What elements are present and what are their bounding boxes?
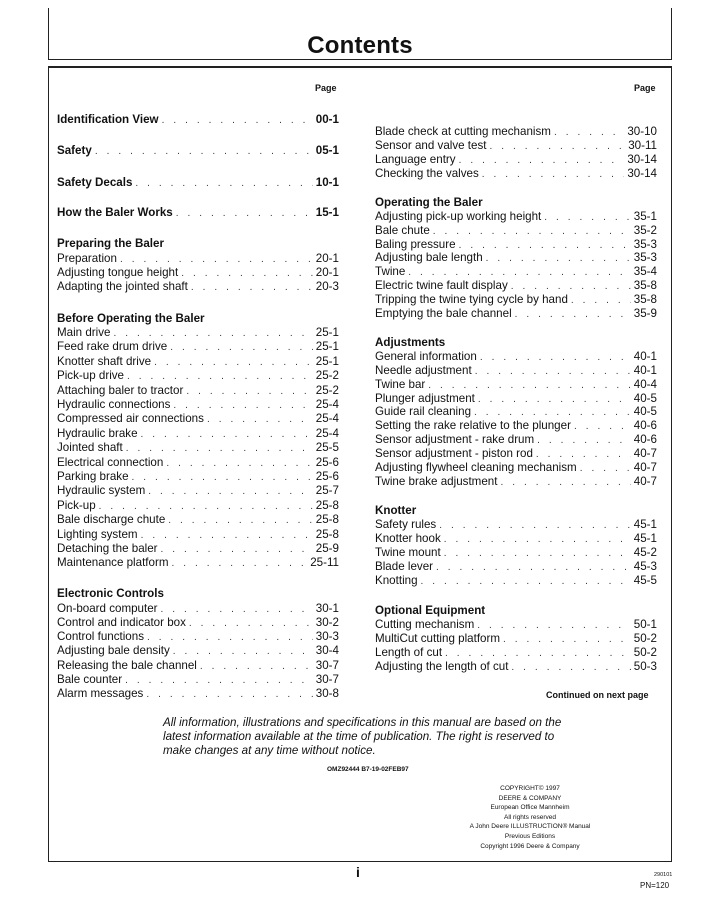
dot-leader	[127, 370, 313, 383]
dot-leader	[459, 154, 625, 167]
dot-leader	[147, 631, 313, 644]
dot-leader	[207, 413, 313, 426]
toc-entry[interactable]	[57, 673, 339, 687]
section-heading: Optional Equipment	[375, 604, 486, 617]
continued-note: Continued on next page	[546, 690, 649, 700]
toc-entry[interactable]	[57, 470, 339, 484]
toc-entry-label: Twine	[375, 265, 406, 278]
toc-entry-page: 40-6	[633, 433, 657, 446]
section-heading: Adjustments	[375, 336, 446, 349]
toc-entry-page: 30-7	[315, 659, 339, 672]
toc-entry[interactable]	[57, 456, 339, 470]
toc-entry[interactable]	[57, 644, 339, 658]
copyright-line: All rights reserved	[503, 813, 557, 821]
toc-entry[interactable]	[57, 369, 339, 383]
toc-entry[interactable]	[375, 265, 657, 279]
dot-leader	[436, 561, 631, 574]
dot-leader	[162, 114, 313, 127]
toc-entry[interactable]	[375, 560, 657, 574]
toc-entry[interactable]	[375, 574, 657, 588]
toc-entry-page: 45-2	[633, 546, 657, 559]
toc-entry-label: Bale chute	[375, 224, 430, 237]
dot-leader	[408, 266, 630, 279]
dot-leader	[154, 356, 313, 369]
toc-entry-page: 25-6	[315, 456, 339, 469]
toc-entry-label: Adjusting bale length	[375, 251, 483, 264]
toc-entry[interactable]	[57, 252, 339, 266]
toc-entry[interactable]	[57, 687, 339, 701]
dot-leader	[161, 543, 313, 556]
section-heading: Before Operating the Baler	[57, 312, 205, 325]
toc-entry-label: Lighting system	[57, 528, 138, 541]
dot-leader	[445, 647, 631, 660]
toc-entry[interactable]	[57, 484, 339, 498]
toc-entry-page: 35-8	[633, 279, 657, 292]
toc-entry-page: 30-14	[627, 153, 657, 166]
toc-entry[interactable]	[375, 153, 657, 167]
toc-entry-label: Adapting the jointed shaft	[57, 280, 188, 293]
toc-entry-label: Adjusting pick-up working height	[375, 210, 542, 223]
toc-entry-label: General information	[375, 350, 477, 363]
toc-entry-page: 25-1	[315, 340, 339, 353]
toc-entry-label: MultiCut cutting platform	[375, 632, 501, 645]
dot-leader	[125, 674, 313, 687]
toc-entry-page: 25-8	[315, 513, 339, 526]
dot-leader	[172, 557, 308, 570]
dot-leader	[554, 126, 624, 139]
toc-entry[interactable]	[375, 210, 657, 224]
copyright-block	[430, 784, 630, 851]
toc-entry[interactable]	[375, 350, 657, 364]
dot-leader	[141, 529, 313, 542]
toc-entry-label: Adjusting tongue height	[57, 266, 179, 279]
toc-entry-label: Sensor adjustment - rake drum	[375, 433, 535, 446]
dot-leader	[170, 341, 313, 354]
dot-leader	[161, 603, 313, 616]
toc-entry-page: 35-3	[633, 238, 657, 251]
dot-leader	[486, 252, 631, 265]
toc-entry-label: Setting the rake relative to the plunger	[375, 419, 571, 432]
toc-entry-label: Language entry	[375, 153, 456, 166]
toc-entry-page: 25-6	[315, 470, 339, 483]
toc-entry-page: 40-1	[633, 364, 657, 377]
toc-entry[interactable]	[57, 630, 339, 644]
toc-entry[interactable]	[375, 167, 657, 181]
dot-leader	[421, 575, 631, 588]
document-code: OMZ92444 B7-19-02FEB97	[327, 766, 409, 773]
dot-leader	[186, 385, 312, 398]
toc-entry-label: Electrical connection	[57, 456, 164, 469]
toc-entry-page: 40-1	[633, 350, 657, 363]
toc-entry-page: 50-2	[633, 646, 657, 659]
toc-entry[interactable]	[57, 384, 339, 398]
toc-entry-page: 25-7	[315, 484, 339, 497]
toc-entry-page: 30-7	[315, 673, 339, 686]
toc-entry[interactable]	[57, 206, 339, 220]
toc-entry[interactable]	[375, 618, 657, 632]
toc-entry-label: Adjusting the length of cut	[375, 660, 509, 673]
toc-entry[interactable]	[57, 441, 339, 455]
dot-leader	[200, 660, 313, 673]
page-number: i	[356, 864, 360, 880]
toc-entry-label: Control and indicator box	[57, 616, 186, 629]
toc-entry-label: Safety rules	[375, 518, 437, 531]
toc-entry[interactable]	[57, 398, 339, 412]
toc-entry-page: 35-8	[633, 293, 657, 306]
toc-entry-label: Knotter shaft drive	[57, 355, 152, 368]
dot-leader	[181, 267, 313, 280]
dot-leader	[475, 365, 631, 378]
page-title: Contents	[307, 32, 413, 59]
section-heading: Preparing the Baler	[57, 237, 164, 250]
toc-entry-page: 25-4	[315, 427, 339, 440]
dot-leader	[490, 140, 626, 153]
toc-entry-page: 20-1	[315, 266, 339, 279]
dot-leader	[439, 519, 631, 532]
toc-entry-page: 00-1	[315, 113, 339, 126]
toc-entry-label: Sensor and valve test	[375, 139, 487, 152]
toc-entry[interactable]	[57, 556, 339, 570]
dot-leader	[428, 379, 631, 392]
toc-entry-page: 50-3	[633, 660, 657, 673]
copyright-line: DEERE & COMPANY	[498, 794, 562, 802]
dot-leader	[477, 619, 631, 632]
toc-entry-label: Blade lever	[375, 560, 434, 573]
toc-entry-page: 30-4	[315, 644, 339, 657]
toc-entry-page: 25-4	[315, 398, 339, 411]
dot-leader	[511, 280, 631, 293]
dot-leader	[571, 294, 631, 307]
toc-entry-label: Electric twine fault display	[375, 279, 508, 292]
toc-entry[interactable]	[57, 412, 339, 426]
toc-entry[interactable]	[375, 433, 657, 447]
toc-entry-label: Pick-up drive	[57, 369, 125, 382]
toc-entry-label: Length of cut	[375, 646, 443, 659]
toc-entry[interactable]	[57, 326, 339, 340]
toc-entry-page: 40-7	[633, 461, 657, 474]
toc-entry[interactable]	[375, 419, 657, 433]
toc-entry-label: Preparation	[57, 252, 117, 265]
toc-entry-label: Adjusting flywheel cleaning mechanism	[375, 461, 577, 474]
section-heading: Electronic Controls	[57, 587, 164, 600]
toc-entry[interactable]	[375, 405, 657, 419]
dot-leader	[113, 327, 312, 340]
toc-entry-page: 45-5	[633, 574, 657, 587]
toc-entry-page: 30-1	[315, 602, 339, 615]
toc-entry-label: Checking the valves	[375, 167, 479, 180]
section-heading: Knotter	[375, 504, 417, 517]
dot-leader	[135, 177, 312, 190]
toc-entry-label: Emptying the bale channel	[375, 307, 512, 320]
toc-entry-page: 30-8	[315, 687, 339, 700]
toc-entry-page: 30-11	[628, 139, 657, 152]
dot-leader	[480, 351, 631, 364]
dot-leader	[515, 308, 631, 321]
dot-leader	[536, 448, 631, 461]
toc-entry-page: 30-14	[627, 167, 657, 180]
toc-entry[interactable]	[375, 546, 657, 560]
dot-leader	[503, 633, 631, 646]
right-page-header: Page	[634, 83, 656, 93]
toc-entry[interactable]	[57, 176, 339, 190]
toc-entry-page: 30-2	[315, 616, 339, 629]
section-heading: Operating the Baler	[375, 196, 483, 209]
disclaimer-text: All information, illustrations and specifications in this manual are based on the latest information available at the time of publication. The right is reserved to make changes at any time without notice.	[163, 716, 562, 758]
dot-leader	[482, 168, 625, 181]
dot-leader	[574, 420, 631, 433]
dot-leader	[176, 207, 313, 220]
toc-entry-page: 10-1	[315, 176, 339, 189]
toc-entry-page: 45-1	[633, 518, 657, 531]
print-code: 290101	[654, 872, 673, 878]
toc-entry[interactable]	[57, 513, 339, 527]
toc-entry[interactable]	[57, 144, 339, 158]
toc-entry-label: Plunger adjustment	[375, 392, 475, 405]
toc-entry[interactable]	[57, 280, 339, 294]
toc-entry-label: Hydraulic connections	[57, 398, 171, 411]
toc-entry-page: 25-4	[315, 412, 339, 425]
toc-entry-label: Twine mount	[375, 546, 441, 559]
toc-entry-label: Safety Decals	[57, 176, 133, 189]
toc-entry-label: Bale discharge chute	[57, 513, 166, 526]
toc-entry[interactable]	[375, 632, 657, 646]
toc-entry[interactable]	[57, 499, 339, 513]
toc-entry-label: Hydraulic system	[57, 484, 146, 497]
dot-leader	[444, 547, 631, 560]
toc-entry-label: Alarm messages	[57, 687, 144, 700]
dot-leader	[580, 462, 631, 475]
toc-entry[interactable]	[57, 427, 339, 441]
toc-entry-page: 40-7	[633, 475, 657, 488]
left-page-header: Page	[315, 83, 337, 93]
toc-entry-label: Control functions	[57, 630, 144, 643]
toc-entry[interactable]	[57, 659, 339, 673]
toc-entry-page: 35-3	[633, 251, 657, 264]
toc-entry-page: 30-10	[627, 125, 657, 138]
toc-entry-label: Maintenance platform	[57, 556, 169, 569]
toc-entry[interactable]	[57, 113, 339, 127]
toc-entry-label: Blade check at cutting mechanism	[375, 125, 551, 138]
dot-leader	[132, 471, 313, 484]
copyright-line: European Office Mannheim	[490, 804, 570, 812]
toc-entry-page: 45-1	[633, 532, 657, 545]
toc-entry[interactable]	[375, 378, 657, 392]
toc-entry[interactable]	[375, 646, 657, 660]
toc-entry[interactable]	[375, 279, 657, 293]
toc-entry-page: 40-6	[633, 419, 657, 432]
copyright-line: COPYRIGHT© 1997	[500, 785, 560, 792]
dot-leader	[433, 225, 631, 238]
toc-entry[interactable]	[57, 355, 339, 369]
toc-entry-label: Bale counter	[57, 673, 123, 686]
toc-entry[interactable]	[57, 266, 339, 280]
toc-entry-page: 20-3	[315, 280, 339, 293]
toc-entry-page: 35-2	[633, 224, 657, 237]
toc-entry-label: Main drive	[57, 326, 111, 339]
toc-entry-page: 25-2	[315, 369, 339, 382]
toc-entry-label: Safety	[57, 144, 92, 157]
toc-entry[interactable]	[375, 139, 657, 153]
dot-leader	[168, 514, 313, 527]
toc-entry[interactable]	[375, 251, 657, 265]
toc-entry[interactable]	[375, 293, 657, 307]
toc-entry-label: Needle adjustment	[375, 364, 472, 377]
toc-entry[interactable]	[375, 125, 657, 139]
toc-entry[interactable]	[57, 616, 339, 630]
dot-leader	[537, 434, 631, 447]
toc-entry-page: 45-3	[633, 560, 657, 573]
dot-leader	[500, 476, 630, 489]
dot-leader	[126, 442, 313, 455]
toc-entry-page: 25-9	[315, 542, 339, 555]
toc-entry-page: 35-4	[633, 265, 657, 278]
toc-entry[interactable]	[375, 238, 657, 252]
toc-entry-page: 35-9	[633, 307, 657, 320]
dot-leader	[191, 281, 313, 294]
dot-leader	[120, 253, 313, 266]
toc-entry-page: 40-7	[633, 447, 657, 460]
toc-entry-label: Pick-up	[57, 499, 96, 512]
toc-entry-label: Adjusting bale density	[57, 644, 170, 657]
dot-leader	[173, 399, 312, 412]
toc-entry-page: 25-1	[315, 326, 339, 339]
copyright-line: Copyright 1996 Deere & Company	[480, 842, 580, 850]
toc-entry-label: How the Baler Works	[57, 206, 173, 219]
toc-entry-page: 20-1	[315, 252, 339, 265]
toc-entry-label: Releasing the bale channel	[57, 659, 197, 672]
toc-entry-page: 25-8	[315, 499, 339, 512]
toc-entry-label: Attaching baler to tractor	[57, 384, 184, 397]
toc-entry-label: Baling pressure	[375, 238, 456, 251]
toc-entry[interactable]	[375, 307, 657, 321]
toc-entry[interactable]	[375, 518, 657, 532]
dot-leader	[141, 428, 313, 441]
pn-label: PN=120	[640, 881, 670, 890]
dot-leader	[99, 500, 313, 513]
toc-entry-page: 25-5	[315, 441, 339, 454]
toc-entry-page: 40-5	[633, 392, 657, 405]
dot-leader	[148, 485, 313, 498]
toc-entry-page: 40-4	[633, 378, 657, 391]
toc-entry-label: Knotter hook	[375, 532, 441, 545]
toc-entry-page: 25-11	[310, 556, 339, 569]
toc-entry-label: Twine brake adjustment	[375, 475, 498, 488]
toc-entry[interactable]	[375, 224, 657, 238]
toc-entry[interactable]	[57, 602, 339, 616]
toc-entry[interactable]	[375, 447, 657, 461]
toc-entry-label: Feed rake drum drive	[57, 340, 168, 353]
toc-entry-page: 05-1	[315, 144, 339, 157]
dot-leader	[511, 661, 630, 674]
toc-entry[interactable]	[375, 532, 657, 546]
dot-leader	[146, 688, 312, 701]
toc-entry[interactable]	[57, 542, 339, 556]
toc-entry-page: 50-1	[633, 618, 657, 631]
copyright-line: A John Deere ILLUSTRUCTION® Manual	[469, 823, 591, 831]
toc-entry[interactable]	[375, 660, 657, 674]
toc-entry[interactable]	[57, 340, 339, 354]
toc-entry[interactable]	[375, 364, 657, 378]
toc-entry-label: Sensor adjustment - piston rod	[375, 447, 533, 460]
title-frame	[48, 8, 672, 60]
toc-entry-label: On-board computer	[57, 602, 158, 615]
dot-leader	[474, 406, 631, 419]
toc-entry-page: 50-2	[633, 632, 657, 645]
toc-entry-label: Hydraulic brake	[57, 427, 138, 440]
toc-entry[interactable]	[57, 528, 339, 542]
toc-entry-page: 30-3	[315, 630, 339, 643]
toc-entry-label: Parking brake	[57, 470, 129, 483]
toc-entry[interactable]	[375, 461, 657, 475]
toc-entry-label: Cutting mechanism	[375, 618, 475, 631]
dot-leader	[95, 145, 313, 158]
toc-entry-page: 40-5	[633, 405, 657, 418]
toc-entry-label: Compressed air connections	[57, 412, 204, 425]
toc-entry-label: Identification View	[57, 113, 159, 126]
toc-entry-page: 35-1	[633, 210, 657, 223]
dot-leader	[444, 533, 631, 546]
toc-entry-label: Knotting	[375, 574, 418, 587]
toc-entry[interactable]	[375, 392, 657, 406]
toc-entry[interactable]	[375, 475, 657, 489]
toc-entry-page: 15-1	[315, 206, 339, 219]
toc-entry-label: Jointed shaft	[57, 441, 123, 454]
dot-leader	[544, 211, 631, 224]
toc-entry-label: Guide rail cleaning	[375, 405, 472, 418]
toc-entry-page: 25-2	[315, 384, 339, 397]
dot-leader	[189, 617, 313, 630]
toc-entry-label: Tripping the twine tying cycle by hand	[375, 293, 568, 306]
toc-entry-page: 25-8	[315, 528, 339, 541]
toc-entry-label: Twine bar	[375, 378, 426, 391]
copyright-line: Previous Editions	[504, 832, 556, 840]
toc-entry-label: Detaching the baler	[57, 542, 158, 555]
dot-leader	[173, 645, 313, 658]
dot-leader	[166, 457, 312, 470]
toc-entry-page: 25-1	[315, 355, 339, 368]
